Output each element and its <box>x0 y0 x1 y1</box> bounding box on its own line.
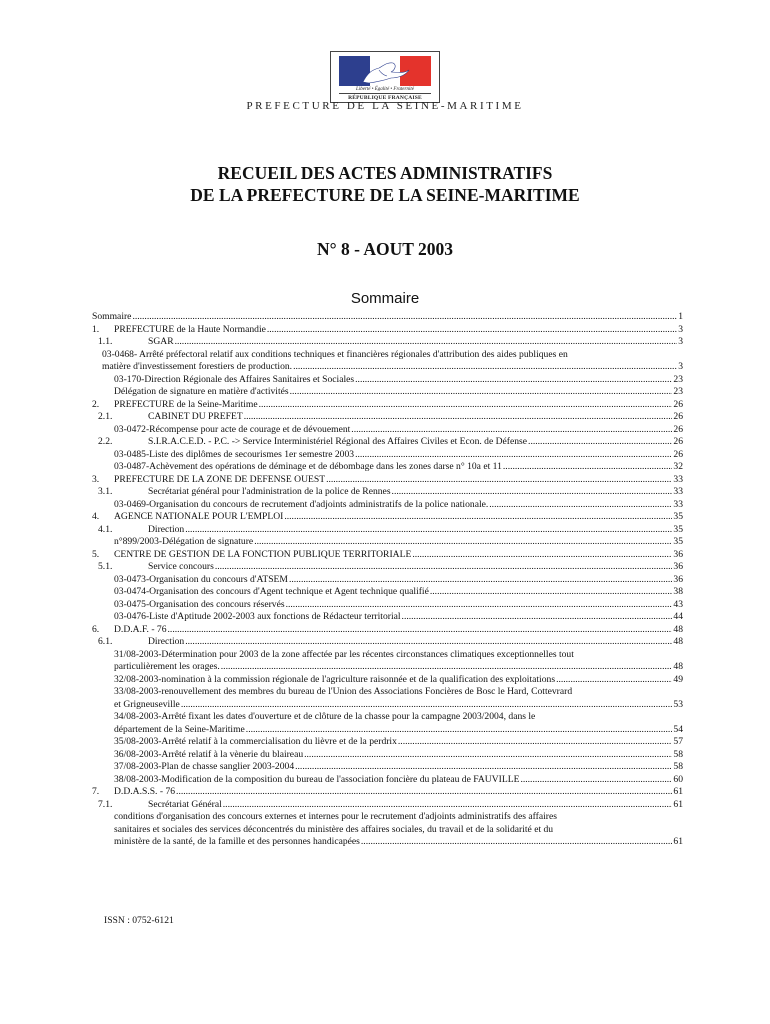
toc-entry[interactable] <box>92 724 683 737</box>
toc-entry[interactable] <box>92 561 683 574</box>
toc-entry-number: 4.1. <box>98 523 113 535</box>
table-of-contents <box>92 311 683 849</box>
toc-entry-title: D.D.A.S.S. - 76 <box>114 786 176 797</box>
toc-entry-number: 2.2. <box>98 436 113 447</box>
toc-entry-page: 23 <box>673 386 683 397</box>
toc-entry-page: 33 <box>673 498 683 510</box>
toc-entry-page: 48 <box>673 636 683 647</box>
toc-leader-dots <box>259 399 673 412</box>
toc-entry-title: et Grigneuseville <box>114 698 180 710</box>
toc-entry[interactable] <box>92 799 683 812</box>
toc-entry-title: ministère de la santé, de la famille et des personnes handicapées <box>114 836 360 847</box>
toc-leader-dots <box>575 649 682 662</box>
toc-entry-title: 32/08-2003-nomination à la commission régionale de l'agriculture raisonnée et de la qualification des exploitations <box>114 673 556 685</box>
toc-leader-dots <box>558 811 682 824</box>
toc-entry-number: 7. <box>92 786 100 797</box>
toc-entry-page: 36 <box>673 561 683 572</box>
toc-entry-page: 61 <box>673 786 683 797</box>
toc-entry-number: 1.1. <box>98 336 113 347</box>
toc-leader-dots <box>489 499 672 512</box>
toc-entry-title: 34/08-2003-Arrêté fixant les dates d'ouverture et de clôture de la chasse pour la campagne 2003/2004, dans le <box>114 711 536 722</box>
toc-leader-dots <box>503 461 673 474</box>
toc-entry[interactable] <box>92 624 683 637</box>
toc-leader-dots <box>290 386 673 399</box>
toc-leader-dots <box>554 824 682 837</box>
toc-entry-title: 36/08-2003-Arrêté relatif à la vènerie du blaireau <box>114 748 304 760</box>
toc-entry-page: 60 <box>673 773 683 785</box>
toc-entry[interactable] <box>92 336 683 349</box>
toc-entry-page: 26 <box>673 398 683 410</box>
republique-francaise-logo <box>330 51 440 103</box>
toc-entry[interactable] <box>92 749 683 762</box>
republic-label: RÉPUBLIQUE FRANÇAISE <box>339 93 431 102</box>
toc-entry-title: 35/08-2003-Arrêté relatif à la commercialisation du lièvre et de la perdrix <box>114 736 397 747</box>
toc-entry-page: 3 <box>678 361 683 372</box>
toc-leader-dots <box>402 611 673 624</box>
toc-leader-dots <box>284 511 672 524</box>
toc-entry-number: 6. <box>92 623 100 635</box>
prefecture-name: PREFECTURE DE LA SEINE-MARITIME <box>246 100 524 112</box>
toc-entry-title: Délégation de signature en matière d'activités <box>114 386 289 397</box>
toc-entry[interactable] <box>92 686 683 699</box>
toc-entry-title: Direction <box>148 523 185 535</box>
toc-entry[interactable] <box>92 524 683 537</box>
toc-entry-page: 57 <box>673 736 683 747</box>
toc-leader-dots <box>536 711 682 724</box>
sommaire-heading: Sommaire <box>350 290 420 307</box>
toc-leader-dots <box>246 724 673 737</box>
toc-entry-title: 03-0469-Organisation du concours de recrutement d'adjoints administratifs de la police nationale. <box>114 498 489 510</box>
toc-entry-page: 38 <box>673 586 683 597</box>
toc-leader-dots <box>293 361 677 374</box>
toc-entry[interactable] <box>92 511 683 524</box>
motto-text: Liberté • Égalité • Fraternité <box>356 87 414 92</box>
toc-entry-page: 54 <box>673 723 683 735</box>
toc-leader-dots <box>573 686 682 699</box>
toc-entry-title: 38/08-2003-Modification de la composition du bureau de l'association foncière du plateau de FAUVILLE <box>114 773 520 785</box>
toc-entry-title: département de la Seine-Maritime <box>114 723 245 735</box>
toc-leader-dots <box>185 524 672 537</box>
toc-leader-dots <box>181 699 673 712</box>
toc-leader-dots <box>412 549 672 562</box>
toc-entry-number: 5.1. <box>98 561 113 572</box>
toc-entry[interactable] <box>92 549 683 562</box>
toc-entry-title: 33/08-2003-renouvellement des membres du bureau de l'Union des Associations Foncières de Bosc le Hard, Cottevrard <box>114 686 573 697</box>
flag-icon <box>339 56 431 86</box>
toc-entry[interactable] <box>92 361 683 374</box>
title-line-2: DE LA PREFECTURE DE LA SEINE-MARITIME <box>190 185 580 205</box>
toc-entry-title: CABINET DU PREFET <box>148 411 243 422</box>
toc-leader-dots <box>430 586 673 599</box>
toc-entry-title: PREFECTURE de la Haute Normandie <box>114 323 266 335</box>
toc-entry-title: particulièrement les orages. <box>114 661 220 672</box>
toc-leader-dots <box>254 536 672 549</box>
toc-entry[interactable] <box>92 736 683 749</box>
toc-entry-title: Direction <box>148 636 185 647</box>
toc-entry-title: S.I.R.A.C.E.D. - P.C. -> Service Interministériel Régional des Affaires Civiles et Econ. de Défense <box>148 436 528 447</box>
toc-entry-title: 03-170-Direction Régionale des Affaires Sanitaires et Sociales <box>114 373 355 385</box>
toc-entry-page: 53 <box>673 698 683 710</box>
toc-entry-title: sanitaires et sociales des services déconcentrés du ministère des affaires sociales, du travail et de la solidarité et du <box>114 823 554 835</box>
toc-leader-dots <box>267 324 677 337</box>
toc-entry[interactable] <box>92 699 683 712</box>
toc-entry[interactable] <box>92 499 683 512</box>
toc-leader-dots <box>351 424 672 437</box>
toc-entry-page: 33 <box>673 486 683 497</box>
toc-leader-dots <box>168 624 673 637</box>
toc-entry[interactable] <box>92 349 683 362</box>
toc-entry-page: 35 <box>673 523 683 535</box>
toc-entry-title: 03-0472-Récompense pour acte de courage et de dévouement <box>114 423 351 435</box>
toc-entry[interactable] <box>92 574 683 587</box>
toc-entry-title: 03-0485-Liste des diplômes de secourismes 1er semestre 2003 <box>114 448 355 460</box>
marianne-icon <box>357 60 413 84</box>
toc-entry[interactable] <box>92 836 683 849</box>
toc-entry-title: 03-0468- Arrêté préfectoral relatif aux conditions techniques et financières régionales d'attribution des aides publiques en <box>102 348 568 360</box>
toc-leader-dots <box>132 311 677 324</box>
toc-entry-number: 2. <box>92 398 100 410</box>
toc-entry-page: 58 <box>673 761 683 772</box>
toc-leader-dots <box>175 336 678 349</box>
toc-leader-dots <box>355 449 672 462</box>
toc-entry-title: Secrétariat général pour l'administration de la police de Rennes <box>148 486 391 497</box>
toc-entry[interactable] <box>92 386 683 399</box>
toc-entry-number: 5. <box>92 548 100 560</box>
toc-entry-title: 37/08-2003-Plan de chasse sanglier 2003-2004 <box>114 761 295 772</box>
toc-entry-page: 1 <box>678 311 683 322</box>
toc-leader-dots <box>185 636 672 649</box>
toc-leader-dots <box>215 561 673 574</box>
toc-entry[interactable] <box>92 436 683 449</box>
toc-entry-page: 49 <box>673 673 683 685</box>
toc-entry-page: 23 <box>673 373 683 385</box>
toc-entry[interactable] <box>92 711 683 724</box>
toc-entry[interactable] <box>92 761 683 774</box>
toc-entry-page: 26 <box>673 411 683 422</box>
toc-entry-page: 61 <box>673 798 683 810</box>
toc-entry-title: 03-0473-Organisation du concours d'ATSEM <box>114 573 288 585</box>
toc-entry-page: 61 <box>673 836 683 847</box>
toc-entry[interactable] <box>92 774 683 787</box>
toc-leader-dots <box>326 474 672 487</box>
toc-entry-number: 6.1. <box>98 636 113 647</box>
toc-entry-title: SGAR <box>148 336 174 347</box>
toc-entry-number: 3.1. <box>98 486 113 497</box>
toc-entry[interactable] <box>92 374 683 387</box>
toc-entry-title: PREFECTURE DE LA ZONE DE DEFENSE OUEST <box>114 473 326 485</box>
toc-entry[interactable] <box>92 674 683 687</box>
toc-entry[interactable] <box>92 411 683 424</box>
toc-entry-page: 3 <box>678 336 683 347</box>
toc-entry-title: 03-0487-Achèvement des opérations de déminage et de débombage dans les zones darse n° 10a et 11 <box>114 461 502 472</box>
toc-leader-dots <box>295 761 672 774</box>
toc-entry-title: AGENCE NATIONALE POUR L'EMPLOI <box>114 511 284 522</box>
toc-leader-dots <box>221 661 673 674</box>
toc-entry-page: 44 <box>673 611 683 622</box>
toc-entry[interactable] <box>92 661 683 674</box>
toc-entry[interactable] <box>92 424 683 437</box>
toc-entry-page: 33 <box>673 473 683 485</box>
toc-entry-page: 36 <box>673 548 683 560</box>
toc-entry-title: 03-0476-Liste d'Aptitude 2002-2003 aux fonctions de Rédacteur territorial <box>114 611 401 622</box>
toc-entry[interactable] <box>92 786 683 799</box>
toc-entry[interactable] <box>92 324 683 337</box>
toc-leader-dots <box>304 749 672 762</box>
toc-entry-page: 26 <box>673 448 683 460</box>
toc-entry-page: 32 <box>673 461 683 472</box>
toc-entry[interactable] <box>92 461 683 474</box>
toc-entry-title: 03-0474-Organisation des concours d'Agent technique et Agent technique qualifié <box>114 586 429 597</box>
toc-entry[interactable] <box>92 586 683 599</box>
toc-leader-dots <box>398 736 673 749</box>
toc-leader-dots <box>361 836 673 849</box>
issn: ISSN : 0752-6121 <box>104 915 174 926</box>
toc-entry-page: 35 <box>673 536 683 547</box>
toc-entry-page: 36 <box>673 573 683 585</box>
toc-entry[interactable] <box>92 599 683 612</box>
toc-entry[interactable] <box>92 449 683 462</box>
toc-entry-page: 26 <box>673 423 683 435</box>
toc-entry-page: 48 <box>673 623 683 635</box>
toc-entry[interactable] <box>92 486 683 499</box>
toc-leader-dots <box>569 349 682 362</box>
toc-leader-dots <box>556 674 672 687</box>
toc-leader-dots <box>355 374 672 387</box>
toc-entry-number: 2.1. <box>98 411 113 422</box>
toc-entry-title: n°899/2003-Délégation de signature <box>114 536 254 547</box>
toc-entry-number: 3. <box>92 473 100 485</box>
toc-entry[interactable] <box>92 824 683 837</box>
toc-entry-title: PREFECTURE de la Seine-Maritime <box>114 398 258 410</box>
toc-leader-dots <box>392 486 673 499</box>
toc-entry[interactable] <box>92 536 683 549</box>
toc-entry-number: 7.1. <box>98 798 113 810</box>
toc-entry-title: CENTRE DE GESTION DE LA FONCTION PUBLIQUE TERRITORIALE <box>114 548 412 560</box>
toc-entry-page: 43 <box>673 598 683 610</box>
toc-leader-dots <box>520 774 672 787</box>
toc-entry-title: Service concours <box>148 561 214 572</box>
toc-leader-dots <box>289 574 672 587</box>
toc-leader-dots <box>223 799 673 812</box>
toc-entry[interactable] <box>92 311 683 324</box>
toc-entry[interactable] <box>92 649 683 662</box>
toc-leader-dots <box>528 436 672 449</box>
toc-entry-page: 35 <box>673 511 683 522</box>
toc-entry[interactable] <box>92 636 683 649</box>
toc-entry-title: conditions d'organisation des concours externes et internes pour le recrutement d'adjoints administratifs des affaires <box>114 811 557 822</box>
toc-entry-number: 1. <box>92 323 100 335</box>
toc-leader-dots <box>286 599 673 612</box>
toc-entry-title: D.D.A.F. - 76 <box>114 623 167 635</box>
toc-leader-dots <box>244 411 673 424</box>
toc-entry-title: matière d'investissement forestiers de production. <box>102 361 293 372</box>
toc-entry[interactable] <box>92 399 683 412</box>
document-title <box>0 162 770 206</box>
toc-entry-page: 3 <box>678 323 683 335</box>
toc-entry-page: 58 <box>673 748 683 760</box>
toc-entry-page: 26 <box>673 436 683 447</box>
toc-entry[interactable] <box>92 474 683 487</box>
toc-entry-number: 4. <box>92 511 100 522</box>
toc-entry-page: 48 <box>673 661 683 672</box>
toc-entry-title: Secrétariat Général <box>148 798 222 810</box>
toc-entry-title: 03-0475-Organisation des concours réservés <box>114 598 285 610</box>
toc-entry-title: 31/08-2003-Détermination pour 2003 de la zone affectée par les récentes circonstances climatiques exceptionnelles tout <box>114 648 574 660</box>
toc-entry[interactable] <box>92 811 683 824</box>
toc-entry-title: Sommaire <box>92 311 132 322</box>
toc-leader-dots <box>176 786 672 799</box>
toc-entry[interactable] <box>92 611 683 624</box>
title-line-1: RECUEIL DES ACTES ADMINISTRATIFS <box>217 163 553 183</box>
issue-number: N° 8 - AOUT 2003 <box>317 239 453 259</box>
